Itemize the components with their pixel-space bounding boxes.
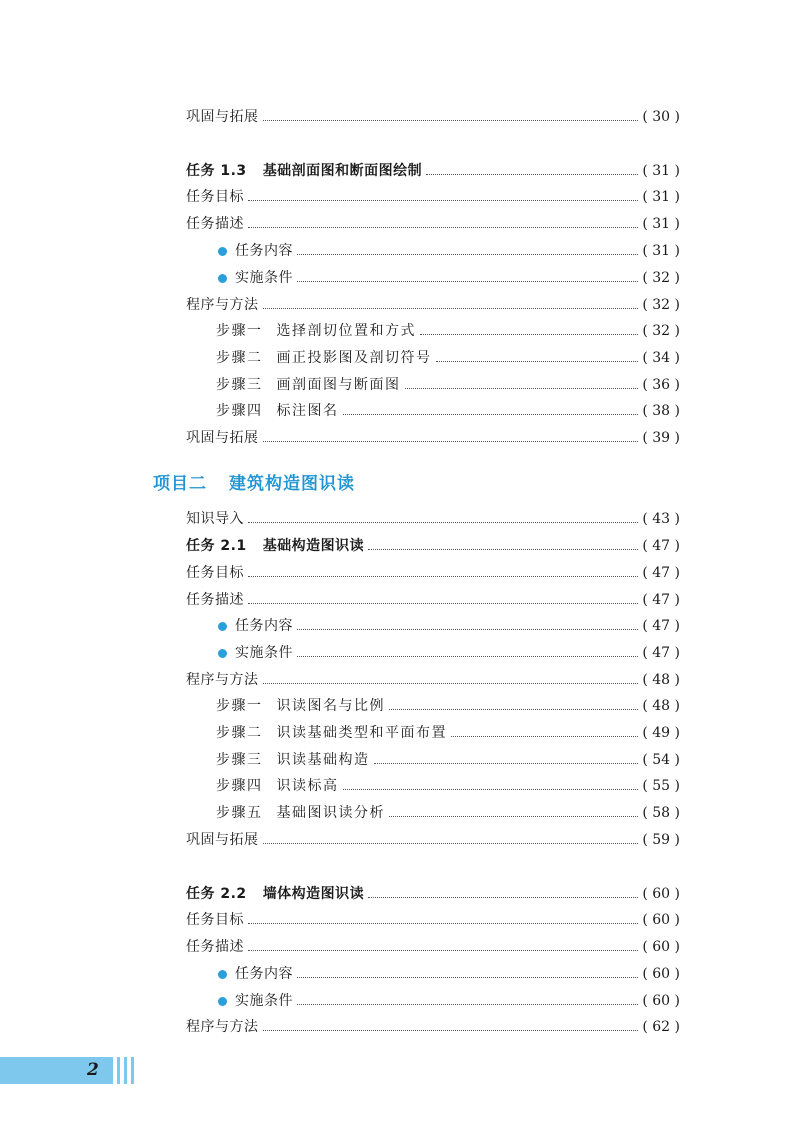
toc-entry[interactable] bbox=[186, 211, 680, 237]
footer-stripe bbox=[124, 1057, 127, 1084]
toc-entry-label: 任务描述 bbox=[186, 216, 244, 232]
toc-entry-name: 基础图识读分析 bbox=[276, 805, 385, 821]
dot-leader bbox=[263, 843, 639, 844]
toc-entry-label: 任务内容 bbox=[235, 618, 293, 634]
toc-entry-label: 步骤一 bbox=[216, 323, 263, 339]
toc-entry[interactable] bbox=[216, 773, 680, 799]
toc-entry-name: 识读图名与比例 bbox=[276, 698, 385, 714]
toc-entry-page: ( 31 ) bbox=[642, 189, 680, 205]
toc-entry-page: ( 47 ) bbox=[642, 618, 680, 634]
dot-leader bbox=[426, 174, 638, 175]
toc-entry-page: ( 47 ) bbox=[642, 565, 680, 581]
toc-entry[interactable] bbox=[186, 158, 680, 184]
dot-leader bbox=[248, 576, 638, 577]
dot-leader bbox=[420, 334, 638, 335]
toc-entry-page: ( 31 ) bbox=[642, 216, 680, 232]
toc-entry[interactable] bbox=[186, 667, 680, 693]
toc-entry-name: 选择剖切位置和方式 bbox=[276, 323, 416, 339]
dot-leader bbox=[248, 950, 638, 951]
toc-entry-page: ( 47 ) bbox=[642, 538, 680, 554]
toc-entry-label: 实施条件 bbox=[235, 270, 293, 286]
toc-entry-label: 程序与方法 bbox=[186, 672, 259, 688]
toc-entry-label: 知识导入 bbox=[186, 511, 244, 527]
toc-entry[interactable] bbox=[186, 104, 680, 130]
toc-entry-label: 步骤一 bbox=[216, 698, 263, 714]
toc-entry-page: ( 54 ) bbox=[642, 752, 680, 768]
toc-entry-name: 画剖面图与断面图 bbox=[276, 377, 401, 393]
dot-leader bbox=[389, 816, 638, 817]
dot-leader bbox=[248, 227, 638, 228]
toc-entry[interactable] bbox=[218, 613, 680, 639]
toc-entry[interactable] bbox=[216, 398, 680, 424]
toc-entry-label: 步骤二 bbox=[216, 725, 263, 741]
dot-leader bbox=[368, 549, 638, 550]
footer-stripe bbox=[117, 1057, 120, 1084]
toc-entry[interactable] bbox=[186, 533, 680, 559]
bullet-icon bbox=[218, 622, 227, 631]
dot-leader bbox=[389, 709, 638, 710]
bullet-icon bbox=[218, 649, 227, 658]
toc-entry-page: ( 31 ) bbox=[642, 243, 680, 259]
toc-entry[interactable] bbox=[216, 720, 680, 746]
bullet-icon bbox=[218, 247, 227, 256]
toc-entry-page: ( 49 ) bbox=[642, 725, 680, 741]
toc-entry-label: 任务描述 bbox=[186, 939, 244, 955]
toc-entry-page: ( 31 ) bbox=[642, 163, 680, 179]
toc-entry[interactable] bbox=[218, 961, 680, 987]
toc-entry-label: 任务目标 bbox=[186, 189, 244, 205]
dot-leader bbox=[248, 522, 638, 523]
dot-leader bbox=[297, 656, 638, 657]
dot-leader bbox=[263, 683, 639, 684]
dot-leader bbox=[263, 441, 639, 442]
toc-entry-page: ( 32 ) bbox=[642, 297, 680, 313]
dot-leader bbox=[374, 763, 639, 764]
toc-entry-page: ( 60 ) bbox=[642, 966, 680, 982]
toc-entry-label: 巩固与拓展 bbox=[186, 109, 259, 125]
bullet-icon bbox=[218, 970, 227, 979]
toc-entry[interactable] bbox=[216, 800, 680, 826]
toc-entry-name: 基础剖面图和断面图绘制 bbox=[262, 163, 423, 179]
bullet-icon bbox=[218, 274, 227, 283]
toc-entry-label: 步骤五 bbox=[216, 805, 263, 821]
toc-entry-page: ( 48 ) bbox=[642, 698, 680, 714]
toc-entry[interactable] bbox=[216, 318, 680, 344]
toc-entry-name: 基础构造图识读 bbox=[262, 538, 365, 554]
dot-leader bbox=[297, 977, 638, 978]
dot-leader bbox=[451, 736, 638, 737]
toc-entry-page: ( 60 ) bbox=[642, 912, 680, 928]
dot-leader bbox=[248, 923, 638, 924]
toc-entry-page: ( 34 ) bbox=[642, 350, 680, 366]
toc-entry-label: 任务目标 bbox=[186, 912, 244, 928]
toc-entry-label: 实施条件 bbox=[235, 645, 293, 661]
toc-entry-label: 步骤四 bbox=[216, 778, 263, 794]
dot-leader bbox=[263, 120, 639, 121]
toc-entry-name: 识读基础类型和平面布置 bbox=[276, 725, 447, 741]
toc-entry[interactable] bbox=[186, 506, 680, 532]
toc-entry-page: ( 39 ) bbox=[642, 430, 680, 446]
toc-entry-name: 墙体构造图识读 bbox=[262, 886, 365, 902]
dot-leader bbox=[436, 361, 639, 362]
toc-entry-page: ( 60 ) bbox=[642, 886, 680, 902]
toc-entry[interactable] bbox=[186, 425, 680, 451]
toc-entry-label: 步骤三 bbox=[216, 377, 263, 393]
toc-entry-label: 任务目标 bbox=[186, 565, 244, 581]
toc-entry-page: ( 62 ) bbox=[642, 1019, 680, 1035]
toc-entry[interactable] bbox=[186, 827, 680, 853]
toc-entry[interactable] bbox=[186, 587, 680, 613]
page-number: 2 bbox=[87, 1060, 99, 1080]
toc-entry-label: 步骤二 bbox=[216, 350, 263, 366]
toc-entry-page: ( 32 ) bbox=[642, 270, 680, 286]
toc-entry-page: ( 38 ) bbox=[642, 403, 680, 419]
toc-entry[interactable] bbox=[216, 693, 680, 719]
toc-entry-label: 程序与方法 bbox=[186, 1019, 259, 1035]
toc-entry[interactable] bbox=[186, 560, 680, 586]
toc-entry[interactable] bbox=[216, 747, 680, 773]
dot-leader bbox=[248, 200, 638, 201]
toc-entry[interactable] bbox=[186, 292, 680, 318]
toc-entry-page: ( 47 ) bbox=[642, 592, 680, 608]
toc-entry-page: ( 59 ) bbox=[642, 832, 680, 848]
dot-leader bbox=[297, 254, 638, 255]
toc-entry[interactable] bbox=[218, 640, 680, 666]
toc-entry-label: 步骤三 bbox=[216, 752, 263, 768]
toc-entry-page: ( 60 ) bbox=[642, 939, 680, 955]
bullet-icon bbox=[218, 997, 227, 1006]
toc-entry-page: ( 58 ) bbox=[642, 805, 680, 821]
toc-entry-name: 识读基础构造 bbox=[276, 752, 370, 768]
dot-leader bbox=[343, 789, 639, 790]
toc-entry[interactable] bbox=[186, 1014, 680, 1040]
toc-entry[interactable] bbox=[216, 345, 680, 371]
dot-leader bbox=[263, 308, 639, 309]
dot-leader bbox=[405, 388, 639, 389]
toc-entry-page: ( 48 ) bbox=[642, 672, 680, 688]
dot-leader bbox=[297, 629, 638, 630]
toc-entry-label: 任务内容 bbox=[235, 243, 293, 259]
toc-entry-label: 任务内容 bbox=[235, 966, 293, 982]
toc-entry[interactable] bbox=[186, 184, 680, 210]
toc-entry-name: 标注图名 bbox=[276, 403, 339, 419]
toc-entry-page: ( 47 ) bbox=[642, 645, 680, 661]
toc-entry-label: 步骤四 bbox=[216, 403, 263, 419]
toc-entry-label: 任务 2.2 bbox=[186, 886, 247, 902]
toc-entry-label: 任务 1.3 bbox=[186, 163, 247, 179]
toc-entry-page: ( 60 ) bbox=[642, 993, 680, 1009]
toc-entry-page: ( 43 ) bbox=[642, 511, 680, 527]
dot-leader bbox=[343, 414, 639, 415]
dot-leader bbox=[263, 1030, 639, 1031]
toc-entry-page: ( 55 ) bbox=[642, 778, 680, 794]
section-heading-label: 项目二 bbox=[153, 473, 207, 494]
section-heading-name: 建筑构造图识读 bbox=[229, 473, 355, 494]
toc-entry-label: 任务 2.1 bbox=[186, 538, 247, 554]
toc-entry[interactable] bbox=[218, 238, 680, 264]
toc-entry-page: ( 32 ) bbox=[642, 323, 680, 339]
dot-leader bbox=[297, 1004, 638, 1005]
dot-leader bbox=[297, 281, 638, 282]
toc-entry[interactable] bbox=[216, 372, 680, 398]
toc-entry-page: ( 36 ) bbox=[642, 377, 680, 393]
toc-entry[interactable] bbox=[186, 934, 680, 960]
toc-entry-name: 画正投影图及剖切符号 bbox=[276, 350, 432, 366]
dot-leader bbox=[368, 897, 638, 898]
toc-entry-label: 任务描述 bbox=[186, 592, 244, 608]
toc-entry[interactable] bbox=[218, 265, 680, 291]
toc-entry[interactable] bbox=[218, 988, 680, 1014]
toc-entry-page: ( 30 ) bbox=[642, 109, 680, 125]
toc-entry-name: 识读标高 bbox=[276, 778, 339, 794]
section-heading bbox=[153, 466, 355, 496]
toc-entry-label: 程序与方法 bbox=[186, 297, 259, 313]
toc-entry-label: 巩固与拓展 bbox=[186, 430, 259, 446]
toc-entry[interactable] bbox=[186, 881, 680, 907]
toc-entry[interactable] bbox=[186, 907, 680, 933]
footer-stripe bbox=[131, 1057, 134, 1084]
dot-leader bbox=[248, 603, 638, 604]
toc-entry-label: 实施条件 bbox=[235, 993, 293, 1009]
toc-entry-label: 巩固与拓展 bbox=[186, 832, 259, 848]
